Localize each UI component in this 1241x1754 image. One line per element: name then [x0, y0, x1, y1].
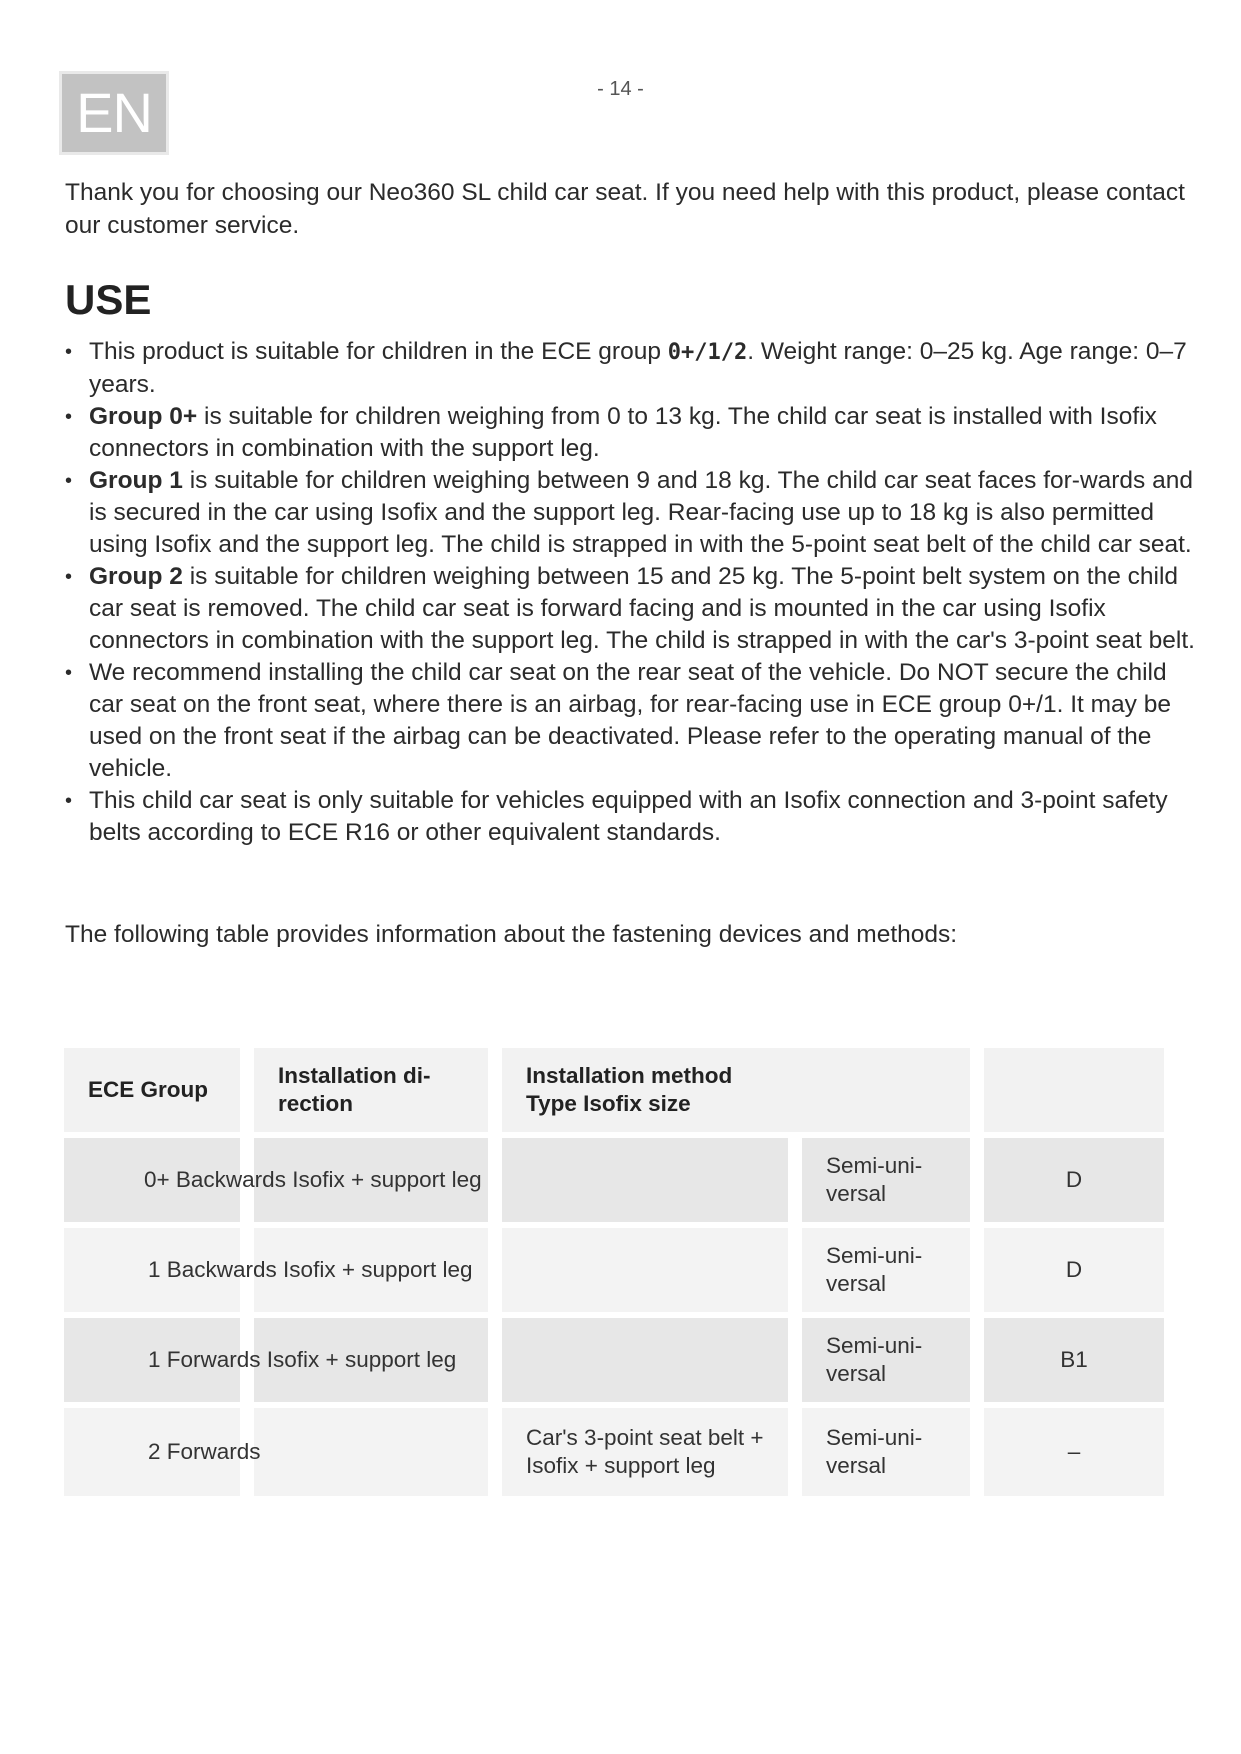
- use-bullet-item: • This product is suitable for children in the ECE group 0+/1/2. Weight range: 0–25 kg. Age range: 0–7 years.: [65, 338, 1187, 398]
- table-header-row: [64, 1048, 1172, 1134]
- table-cell: Car's 3-point seat belt + Isofix + support leg: [502, 1408, 788, 1496]
- table-header-cell: ECE Group: [64, 1048, 240, 1132]
- use-bullet-item: • Group 0+ is suitable for children weighing from 0 to 13 kg. The child car seat is installed with Isofix connectors in combination with the support leg.: [65, 403, 1157, 462]
- intro-paragraph: Thank you for choosing our Neo360 SL child car seat. If you need help with this product, please contact our customer service.: [65, 179, 1185, 239]
- table-cell-size: D: [984, 1228, 1164, 1312]
- fastening-intro: The following table provides information about the fastening devices and methods:: [65, 921, 958, 948]
- table-cell-type: Semi-uni-versal: [802, 1408, 970, 1496]
- table-cell-size: D: [984, 1138, 1164, 1222]
- page-number: - 14 -: [597, 78, 644, 100]
- table-row: [64, 1408, 1172, 1498]
- table-cell-type: Semi-uni-versal: [802, 1228, 970, 1312]
- bullet-dot: •: [65, 662, 73, 684]
- table-row-text: 2 Forwards: [148, 1439, 261, 1464]
- table-header-cell: Installation method Type Isofix size: [502, 1048, 802, 1132]
- use-bullet-item: • Group 2 is suitable for children weighing between 15 and 25 kg. The 5-point belt system on the child car seat is removed. The child car seat is forward facing and is mounted in the car using Isofix connectors in combination with the support leg. The child is strapped in with the car's 3-point seat belt.: [65, 563, 1195, 654]
- bullet-dot: •: [65, 566, 73, 588]
- table-cell: [254, 1408, 488, 1496]
- use-bullet-list: [65, 336, 1195, 849]
- table-cell-size: B1: [984, 1318, 1164, 1402]
- use-bullet-item: • This child car seat is only suitable for vehicles equipped with an Isofix connection and 3-point safety belts according to ECE R16 or other equivalent standards.: [65, 787, 1168, 846]
- section-title-use: USE: [65, 276, 152, 323]
- table-header-cell: Installation di-rection: [254, 1048, 488, 1132]
- table-row-text: 0+ Backwards Isofix + support leg: [144, 1167, 482, 1192]
- table-row: [64, 1318, 1172, 1404]
- table-row-text: 1 Backwards Isofix + support leg: [148, 1257, 473, 1282]
- group-label: Group 0+: [89, 403, 198, 430]
- bullet-dot: •: [65, 406, 73, 428]
- group-label: Group 2: [89, 563, 183, 590]
- table-cell: [502, 1228, 788, 1312]
- table-cell: [502, 1318, 788, 1402]
- ece-group-value: 0+/1/2: [667, 340, 748, 365]
- language-badge: EN: [62, 74, 166, 152]
- table-header-cell: [802, 1048, 970, 1132]
- fastening-table: [64, 1048, 1172, 1502]
- bullet-dot: •: [65, 341, 73, 363]
- table-row: [64, 1138, 1172, 1224]
- bullet-dot: •: [65, 790, 73, 812]
- use-bullet-item: • Group 1 is suitable for children weighing between 9 and 18 kg. The child car seat faces for-wards and is secured in the car using Isofix and the support leg. Rear-facing use up to 18 kg is also permitted using Isofix and the support leg. The child is strapped in with the 5-point seat belt of the child car seat.: [65, 467, 1193, 558]
- use-bullet-item: • We recommend installing the child car seat on the rear seat of the vehicle. Do NOT secure the child car seat on the front seat, where there is an airbag, for rear-facing use in ECE group 0+/1. It may be used on the front seat if the airbag can be deactivated. Please refer to the operating manual of the vehicle.: [65, 659, 1171, 782]
- table-row-text: 1 Forwards Isofix + support leg: [148, 1347, 457, 1372]
- table-header-cell: [984, 1048, 1164, 1132]
- group-label: Group 1: [89, 467, 183, 494]
- bullet-dot: •: [65, 470, 73, 492]
- table-cell: [502, 1138, 788, 1222]
- table-cell-size: –: [984, 1408, 1164, 1496]
- table-row: [64, 1228, 1172, 1314]
- table-cell-type: Semi-uni-versal: [802, 1318, 970, 1402]
- table-cell-type: Semi-uni-versal: [802, 1138, 970, 1222]
